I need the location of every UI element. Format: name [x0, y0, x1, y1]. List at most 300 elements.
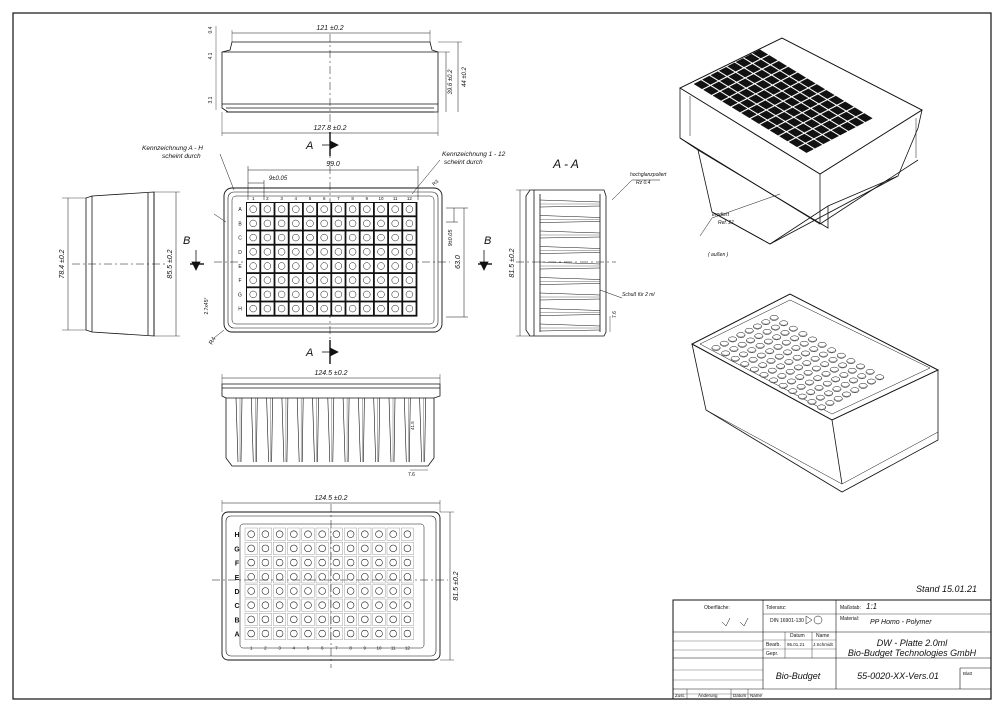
bottom-well-foot — [305, 630, 312, 637]
bottom-well-foot — [290, 630, 297, 637]
bottom-well-foot — [347, 630, 354, 637]
bottom-well — [387, 542, 399, 554]
bottom-well — [273, 613, 285, 625]
bottom-well-foot — [276, 630, 283, 637]
bottom-well-foot — [404, 545, 411, 552]
dim-front-width: 124.5 ±0.2 — [314, 370, 348, 377]
plan-well — [318, 302, 330, 314]
front-rib-edge — [318, 398, 319, 462]
section-rib — [540, 200, 600, 202]
plan-well — [247, 288, 259, 300]
bottom-well — [359, 585, 371, 597]
plan-well — [332, 203, 344, 215]
bottom-well — [288, 542, 300, 554]
bottom-well-foot — [276, 616, 283, 623]
bottom-well — [259, 571, 271, 583]
bottom-well — [344, 613, 356, 625]
front-rib — [236, 398, 238, 462]
note-mark-112-line1: Kennzeichnung 1 - 12 — [442, 151, 506, 158]
bottom-well-foot — [319, 630, 326, 637]
bottom-well — [288, 627, 300, 639]
plan-well — [389, 217, 401, 229]
bottom-well-foot — [376, 616, 383, 623]
bottom-well — [302, 528, 314, 540]
bottom-well — [288, 599, 300, 611]
bottom-well-foot — [376, 588, 383, 595]
bottom-well-foot — [319, 559, 326, 566]
tb-logo: Bio-Budget — [775, 671, 821, 681]
dim-grid-width: 99.0 — [326, 161, 340, 168]
dim-top-small-2: 4.1 — [208, 52, 214, 60]
tb-drawn-date: 95.01.21 — [787, 642, 805, 647]
bottom-column-label: 1 — [249, 645, 253, 651]
section-title: A - A — [553, 157, 579, 171]
bottom-well — [316, 599, 328, 611]
plan-well — [247, 231, 259, 243]
plan-well — [375, 217, 387, 229]
plan-column-label: 2 — [266, 196, 269, 201]
bottom-well-foot — [262, 602, 269, 609]
bottom-well — [344, 571, 356, 583]
dim-radius-r3: R3 — [431, 178, 441, 188]
bottom-well-foot — [333, 616, 340, 623]
bottom-well-foot — [248, 559, 255, 566]
bottom-well-foot — [248, 630, 255, 637]
section-rib-edge — [540, 253, 600, 254]
tb-title-line2: Bio-Budget Technologies GmbH — [847, 648, 977, 658]
plan-column-label: 4 — [294, 196, 298, 201]
tb-tolerance-label: Toleranz: — [766, 605, 787, 611]
front-rib — [389, 398, 391, 462]
bottom-well-foot — [262, 545, 269, 552]
plan-well — [275, 288, 287, 300]
bottom-well — [401, 599, 413, 611]
bottom-column-label: 4 — [292, 645, 296, 651]
dim-chamfer: 2.7x45° — [204, 297, 210, 315]
plan-well — [375, 260, 387, 272]
bottom-well-foot — [347, 616, 354, 623]
plan-column-label: 8 — [351, 196, 354, 201]
bottom-well — [259, 613, 271, 625]
bottom-well — [359, 542, 371, 554]
plan-column-label: 1 — [251, 196, 255, 201]
bottom-well — [373, 599, 385, 611]
isometric-well-grid — [694, 50, 872, 153]
section-rib-edge — [540, 315, 600, 316]
bottom-well-foot — [404, 559, 411, 566]
bottom-well — [259, 585, 271, 597]
bottom-well-foot — [376, 559, 383, 566]
plan-well — [361, 231, 373, 243]
top-side-view — [216, 26, 462, 136]
bottom-well — [330, 542, 342, 554]
bottom-well — [359, 613, 371, 625]
bottom-well — [302, 627, 314, 639]
bottom-well-foot — [276, 559, 283, 566]
section-rib-edge — [540, 284, 600, 285]
bottom-well — [373, 627, 385, 639]
section-rib — [540, 293, 600, 295]
bottom-well-foot — [404, 573, 411, 580]
bottom-well — [330, 627, 342, 639]
plan-well — [261, 246, 273, 258]
bottom-well — [288, 585, 300, 597]
bottom-column-label: 11 — [390, 645, 396, 651]
bottom-well-foot — [361, 602, 368, 609]
bottom-well — [344, 556, 356, 568]
bottom-well — [259, 556, 271, 568]
bottom-well — [373, 585, 385, 597]
bottom-well — [330, 571, 342, 583]
front-rib — [404, 398, 406, 462]
bottom-well — [316, 627, 328, 639]
section-arrow-a-bottom — [322, 340, 338, 364]
bottom-well — [330, 528, 342, 540]
section-rib — [540, 278, 600, 280]
note-eroded-line1: erodiert — [712, 212, 729, 218]
plan-well — [247, 246, 259, 258]
bottom-well — [273, 528, 285, 540]
plan-well — [275, 302, 287, 314]
section-label-b-right: B — [484, 235, 492, 247]
bottom-well — [387, 613, 399, 625]
front-ribs — [236, 398, 426, 462]
bottom-well-foot — [305, 616, 312, 623]
plan-well — [304, 246, 316, 258]
plan-row-label: B — [238, 221, 242, 228]
plan-well — [290, 260, 302, 272]
plan-well — [318, 260, 330, 272]
bottom-well-foot — [361, 588, 368, 595]
plan-well — [275, 231, 287, 243]
plan-well — [403, 302, 415, 314]
plan-well — [304, 231, 316, 243]
front-rib — [358, 398, 360, 462]
bottom-well — [401, 585, 413, 597]
bottom-well-foot — [333, 588, 340, 595]
bottom-well — [245, 585, 257, 597]
bottom-well — [316, 571, 328, 583]
plan-well — [318, 288, 330, 300]
front-rib-edge — [379, 398, 380, 462]
front-rib-edge — [272, 398, 273, 462]
tb-material-value: PP Homo - Polymer — [870, 619, 932, 626]
revision-stand: Stand 15.01.21 — [916, 584, 978, 594]
bottom-well — [387, 571, 399, 583]
bottom-well-foot — [376, 545, 383, 552]
dim-bottom-height: 81.5 ±0.2 — [453, 571, 460, 601]
bottom-well-foot — [333, 573, 340, 580]
plan-column-labels — [252, 196, 412, 201]
section-rib — [540, 216, 600, 218]
plan-well — [389, 203, 401, 215]
bottom-well — [401, 528, 413, 540]
bottom-well — [273, 556, 285, 568]
bottom-well — [302, 585, 314, 597]
bottom-row-label: E — [234, 574, 240, 582]
plan-well — [375, 246, 387, 258]
bottom-well-foot — [390, 559, 397, 566]
bottom-well-foot — [262, 559, 269, 566]
bottom-well — [245, 556, 257, 568]
bottom-well-foot — [404, 531, 411, 538]
bottom-well — [245, 627, 257, 639]
bottom-row-label: D — [234, 589, 240, 596]
plan-well — [261, 203, 273, 215]
bottom-well-foot — [276, 588, 283, 595]
bottom-well-foot — [290, 545, 297, 552]
bottom-well-foot — [376, 602, 383, 609]
front-rib-edge — [256, 398, 257, 462]
dim-radius-r4: R4 — [208, 336, 218, 346]
bottom-well — [273, 585, 285, 597]
bottom-row-label: B — [234, 617, 240, 625]
front-rib-edge — [241, 398, 242, 462]
plan-well — [275, 260, 287, 272]
bottom-well-foot — [305, 559, 312, 566]
plan-well — [332, 288, 344, 300]
bottom-well-foot — [404, 602, 411, 609]
bottom-well-foot — [376, 531, 383, 538]
bottom-well — [316, 585, 328, 597]
bottom-row-label: G — [234, 546, 240, 554]
plan-well — [346, 302, 358, 314]
plan-column-label: 12 — [406, 196, 412, 201]
bottom-row-label: H — [234, 532, 240, 540]
plan-row-label: A — [238, 207, 242, 214]
dim-left-height-1: 78.4 ±0.2 — [59, 249, 66, 279]
tb-material-label: Material: — [840, 616, 860, 622]
plan-column-label: 11 — [392, 196, 398, 201]
bottom-well-foot — [262, 630, 269, 637]
tb-drawing-number: 55-0020-XX-Vers.01 — [857, 671, 939, 681]
plan-well — [290, 274, 302, 286]
bottom-well — [273, 571, 285, 583]
bottom-well — [401, 556, 413, 568]
plan-well — [247, 217, 259, 229]
plan-well — [403, 260, 415, 272]
bottom-well — [316, 528, 328, 540]
bottom-well — [387, 627, 399, 639]
bottom-well-foot — [361, 531, 368, 538]
bottom-well-foot — [390, 531, 397, 538]
dim-front-small: 41.5 — [410, 421, 415, 430]
section-rib — [540, 262, 600, 264]
bottom-well-foot — [347, 559, 354, 566]
section-arrow-b-left — [190, 250, 204, 270]
front-rib — [282, 398, 284, 462]
dim-top-height-1: 39.6 ±0.2 — [448, 69, 454, 95]
bottom-well-foot — [404, 616, 411, 623]
plan-row-label: H — [238, 306, 242, 313]
section-rib — [540, 309, 600, 311]
bottom-well-foot — [305, 531, 312, 538]
tb-drawn-label: Bearb. — [766, 642, 781, 648]
bottom-well — [387, 599, 399, 611]
bottom-well-foot — [319, 531, 326, 538]
dim-section-height: 81.5 ±0.2 — [509, 248, 516, 278]
plan-column-label: 3 — [280, 196, 283, 201]
plan-column-label: 9 — [365, 196, 369, 201]
plan-well — [375, 302, 387, 314]
front-rib-edge — [363, 398, 364, 462]
front-rib-edge — [333, 398, 334, 462]
front-rib — [328, 398, 330, 462]
bottom-well-foot — [276, 531, 283, 538]
dim-grid-height: 63.0 — [455, 255, 462, 269]
bottom-well — [302, 613, 314, 625]
leader-mark-112 — [412, 160, 440, 194]
bottom-well-foot — [361, 545, 368, 552]
bottom-well-foot — [290, 531, 297, 538]
bottom-well — [259, 542, 271, 554]
bottom-well — [401, 627, 413, 639]
bottom-well-foot — [276, 545, 283, 552]
bottom-well — [245, 613, 257, 625]
front-rib — [374, 398, 376, 462]
plan-well — [403, 217, 415, 229]
plan-well — [275, 246, 287, 258]
plan-well — [389, 246, 401, 258]
bottom-well-foot — [347, 588, 354, 595]
note-mark-ah-line2: scheint durch — [162, 153, 201, 160]
bottom-well-foot — [290, 602, 297, 609]
plan-well — [389, 302, 401, 314]
bottom-well — [288, 571, 300, 583]
bottom-well — [359, 599, 371, 611]
bottom-well — [330, 585, 342, 597]
plan-well — [346, 260, 358, 272]
plan-well — [318, 217, 330, 229]
plan-well — [346, 217, 358, 229]
bottom-well-foot — [347, 531, 354, 538]
plan-row-label: G — [238, 292, 242, 299]
bottom-well-foot — [333, 559, 340, 566]
plan-well — [290, 302, 302, 314]
bottom-well — [387, 528, 399, 540]
bottom-well-foot — [319, 545, 326, 552]
bottom-well-foot — [305, 602, 312, 609]
note-polish-line2: Rz 0.4 — [636, 180, 651, 186]
section-rib-edge — [540, 237, 600, 238]
bottom-well — [373, 542, 385, 554]
bottom-well-foot — [319, 588, 326, 595]
section-label-b-left: B — [183, 235, 191, 247]
bottom-well — [373, 556, 385, 568]
section-label-a-top: A — [306, 140, 314, 152]
plan-well — [332, 260, 344, 272]
bottom-row-label: A — [234, 631, 240, 639]
tb-title-line1: DW - Platte 2.0ml — [876, 638, 948, 648]
bottom-well-foot — [390, 630, 397, 637]
bottom-well-foot — [305, 588, 312, 595]
tb-checked-label: Gepr. — [766, 651, 779, 657]
plan-well — [275, 217, 287, 229]
bottom-well — [344, 585, 356, 597]
plan-well — [247, 203, 259, 215]
bottom-well — [359, 627, 371, 639]
bottom-well — [245, 528, 257, 540]
plan-well — [389, 231, 401, 243]
bottom-row-label: C — [234, 603, 240, 611]
leader-mark-ah — [220, 154, 234, 190]
note-eroded-line2: Ref. 21 — [718, 220, 735, 226]
bottom-well-foot — [262, 616, 269, 623]
bottom-well — [316, 542, 328, 554]
bottom-well-foot — [248, 616, 255, 623]
plan-well — [290, 203, 302, 215]
bottom-well-foot — [333, 531, 340, 538]
bottom-column-label: 10 — [376, 645, 382, 651]
plan-well — [332, 246, 344, 258]
tb-rev-col4: Name — [750, 693, 763, 698]
bottom-well — [302, 556, 314, 568]
plan-column-label: 5 — [308, 196, 312, 201]
tb-rev-col3: Datum — [733, 693, 747, 698]
bottom-well-foot — [276, 602, 283, 609]
dim-top-small-3: 3.1 — [208, 96, 214, 104]
dim-front-small-2: 7.6 — [408, 472, 415, 478]
bottom-well — [273, 542, 285, 554]
bottom-column-label: 9 — [363, 645, 367, 651]
bottom-well — [273, 599, 285, 611]
plan-well — [261, 288, 273, 300]
tb-tolerance-value: DIN 16901-130 — [770, 618, 804, 624]
plan-well — [304, 274, 316, 286]
bottom-column-label: 6 — [320, 645, 324, 651]
bottom-well-foot — [262, 588, 269, 595]
bottom-view — [212, 500, 454, 668]
plan-well — [346, 288, 358, 300]
bottom-well-foot — [404, 630, 411, 637]
plan-column-label: 6 — [322, 196, 326, 201]
plan-well — [361, 288, 373, 300]
front-rib — [251, 398, 253, 462]
plan-column-label: 10 — [378, 196, 384, 201]
bottom-well-foot — [376, 573, 383, 580]
bottom-well — [344, 599, 356, 611]
plan-well — [261, 302, 273, 314]
plan-well — [346, 246, 358, 258]
plan-row-labels — [238, 207, 242, 312]
front-rib — [313, 398, 315, 462]
bottom-well-foot — [404, 588, 411, 595]
bottom-well — [288, 528, 300, 540]
plan-well — [318, 231, 330, 243]
front-rib — [297, 398, 299, 462]
bottom-well — [302, 599, 314, 611]
bottom-well — [259, 627, 271, 639]
plan-well — [290, 288, 302, 300]
bottom-well — [387, 585, 399, 597]
bottom-well — [344, 528, 356, 540]
plan-well — [275, 274, 287, 286]
bottom-well-foot — [305, 573, 312, 580]
dim-top-base-width: 127.8 ±0.2 — [313, 125, 347, 132]
bottom-well-foot — [319, 573, 326, 580]
front-rib-edge — [302, 398, 303, 462]
plan-well — [361, 260, 373, 272]
bottom-well-foot — [361, 573, 368, 580]
plan-well — [403, 203, 415, 215]
bottom-well-foot — [333, 602, 340, 609]
section-rib-edge — [540, 330, 600, 331]
bottom-well-foot — [290, 559, 297, 566]
bottom-well-grid — [245, 528, 414, 640]
front-rib — [267, 398, 269, 462]
front-rib — [420, 398, 422, 462]
tb-sheet-label: Blatt — [963, 671, 973, 676]
